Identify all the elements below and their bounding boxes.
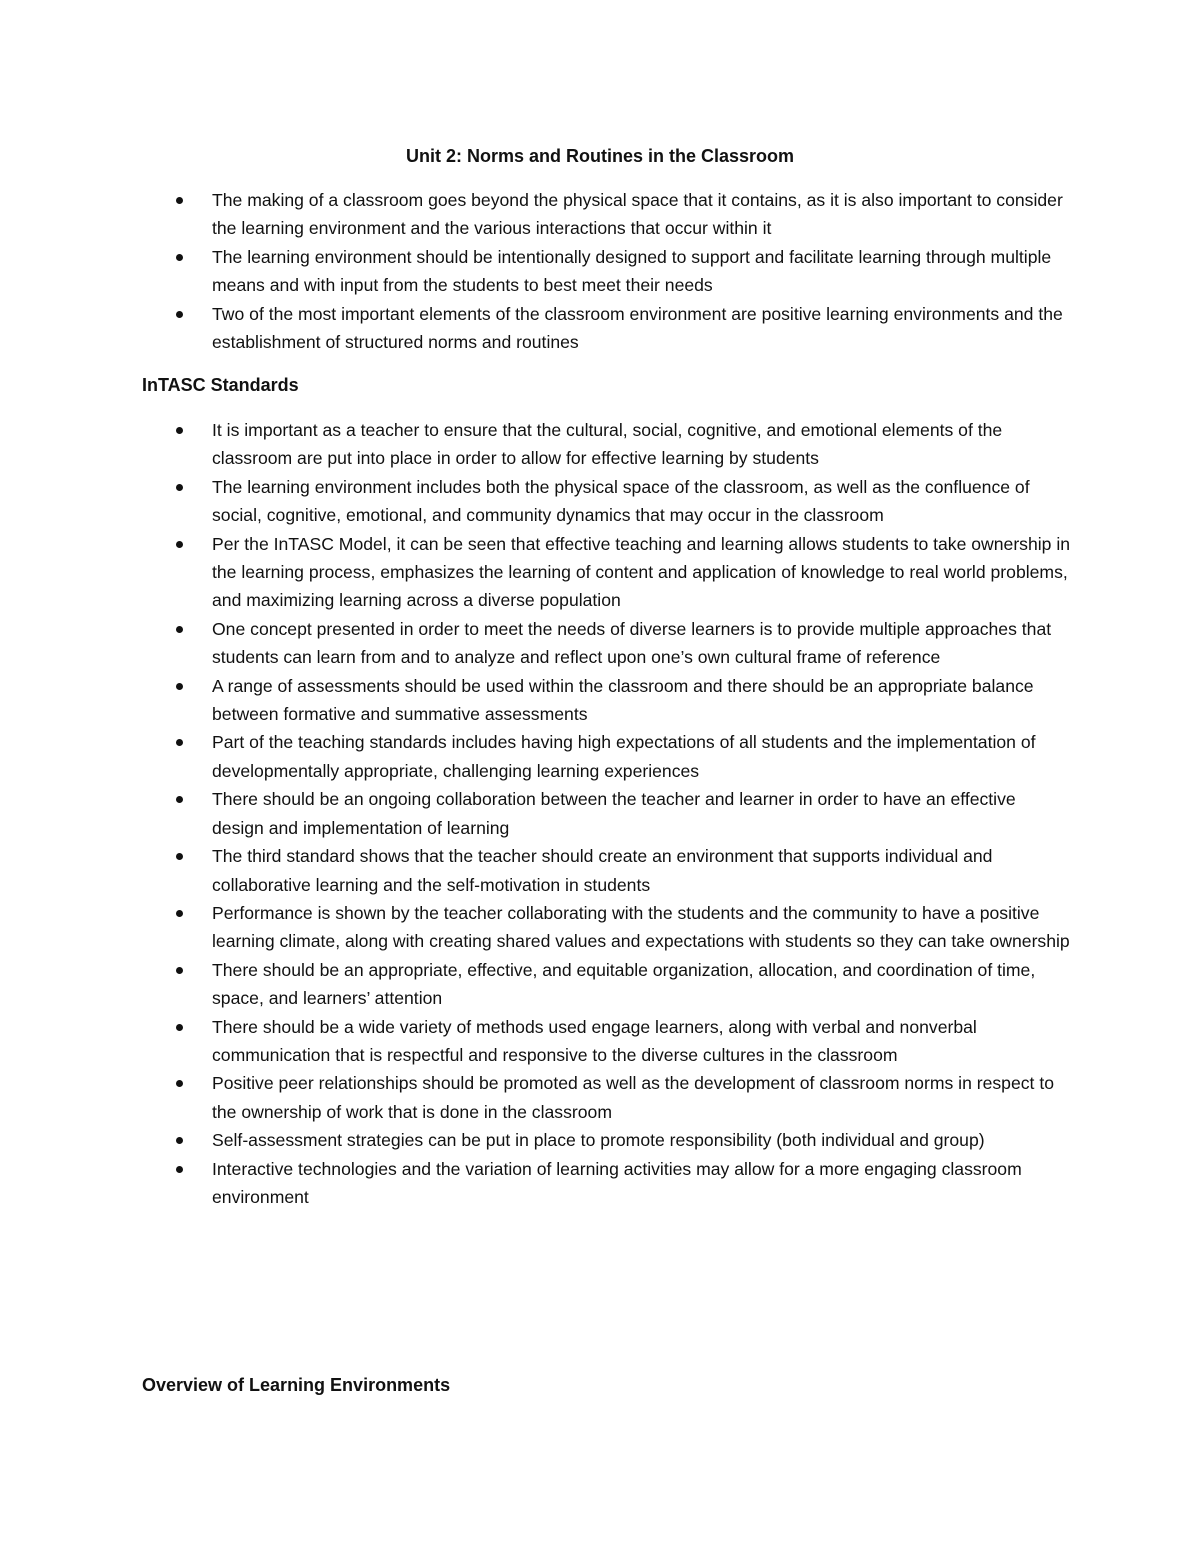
bullet-text: Positive peer relationships should be promoted as well as the development of classroom norms in respect to the ownership of work that is done in the classroom	[212, 1073, 1055, 1122]
list-item	[142, 842, 1072, 899]
list-item	[142, 956, 1072, 1013]
list-item	[142, 1155, 1072, 1212]
list-item	[142, 473, 1072, 530]
bullet-icon	[176, 1166, 183, 1173]
list-item	[142, 1069, 1072, 1126]
bullet-icon	[176, 1137, 183, 1144]
bullet-text: The third standard shows that the teacher should create an environment that supports individual and collaborative learning and the self-motivation in students	[212, 846, 993, 895]
list-item	[142, 615, 1072, 672]
bullet-text: It is important as a teacher to ensure that the cultural, social, cognitive, and emotional elements of the classroom are put into place in order to allow for effective learning by students	[212, 420, 1003, 469]
section-heading-intasc-standards: InTASC Standards	[142, 375, 299, 395]
bullet-text: There should be a wide variety of methods used engage learners, along with verbal and nonverbal communication that is respectful and responsive to the diverse cultures in the classroom	[212, 1016, 977, 1065]
bullet-text: Performance is shown by the teacher collaborating with the students and the community to have a positive learning climate, along with creating shared values and expectations with students so they can take ownership	[212, 902, 1070, 952]
list-item	[142, 785, 1072, 842]
bullet-text: The learning environment should be intentionally designed to support and facilitate learning through multiple means and with input from the students to best meet their needs	[212, 246, 1052, 296]
list-item	[142, 416, 1072, 473]
bullet-icon	[176, 853, 183, 860]
list-item	[142, 530, 1072, 615]
bullet-icon	[176, 197, 183, 204]
list-item	[142, 672, 1072, 729]
bullet-text: There should be an ongoing collaboration between the teacher and learner in order to have an effective design and implementation of learning	[212, 789, 1016, 838]
section-heading-overview-of-learning-environments: Overview of Learning Environments	[142, 1375, 451, 1395]
bullet-text: A range of assessments should be used within the classroom and there should be an appropriate balance between formative and summative assessments	[212, 675, 1034, 725]
bullet-text: One concept presented in order to meet the needs of diverse learners is to provide multiple approaches that students can learn from and to analyze and reflect upon one’s own cultural frame of reference	[212, 618, 1052, 668]
bullet-icon	[176, 739, 183, 746]
list-item	[142, 899, 1072, 956]
list-item	[142, 300, 1072, 357]
bullet-icon	[176, 910, 183, 917]
bullet-text: Per the InTASC Model, it can be seen that effective teaching and learning allows students to take ownership in the learning process, emphasizes the learning of content and application of knowledge to real world problems, and maximizing learning across a diverse population	[212, 533, 1071, 611]
bullet-icon	[176, 541, 183, 548]
list-item	[142, 1013, 1072, 1070]
page-title: Unit 2: Norms and Routines in the Classroom	[405, 146, 795, 166]
bullet-icon	[176, 311, 183, 318]
list-item	[142, 243, 1072, 300]
intasc-bullet-list	[142, 416, 1072, 1211]
bullet-text: Two of the most important elements of the classroom environment are positive learning environments and the establishment of structured norms and routines	[212, 303, 1063, 353]
bullet-text: The learning environment includes both the physical space of the classroom, as well as the confluence of social, cognitive, emotional, and community dynamics that may occur in the classroom	[212, 476, 1030, 526]
list-item	[142, 728, 1072, 785]
bullet-icon	[176, 254, 183, 261]
bullet-icon	[176, 796, 183, 803]
bullet-text: Part of the teaching standards includes having high expectations of all students and the implementation of developmentally appropriate, challenging learning experiences	[212, 732, 1036, 781]
bullet-icon	[176, 484, 183, 491]
bullet-icon	[176, 1024, 183, 1031]
intro-bullet-list	[142, 186, 1072, 356]
bullet-icon	[176, 683, 183, 690]
list-item	[142, 1126, 1072, 1154]
bullet-icon	[176, 967, 183, 974]
bullet-text: The making of a classroom goes beyond the physical space that it contains, as it is also important to consider the learning environment and the various interactions that occur within it	[212, 190, 1063, 239]
bullet-icon	[176, 427, 183, 434]
list-item	[142, 186, 1072, 243]
bullet-icon	[176, 1080, 183, 1087]
bullet-text: Self-assessment strategies can be put in place to promote responsibility (both individual and group)	[212, 1130, 985, 1151]
bullet-text: Interactive technologies and the variation of learning activities may allow for a more engaging classroom environment	[212, 1158, 1022, 1207]
bullet-icon	[176, 626, 183, 633]
bullet-text: There should be an appropriate, effective, and equitable organization, allocation, and coordination of time, space, and learners’ attention	[212, 959, 1036, 1009]
